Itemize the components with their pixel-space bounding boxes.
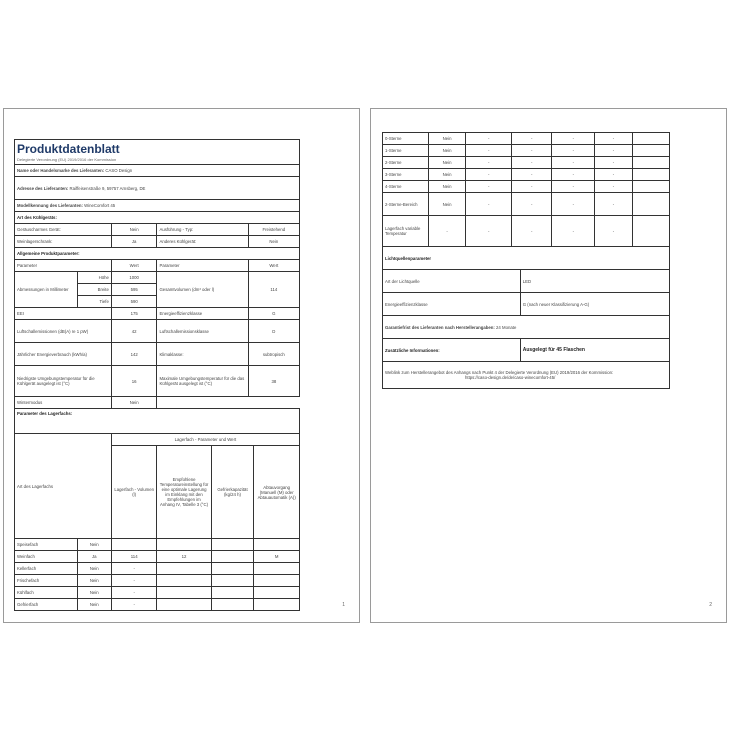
- dims-label: Abmessungen in Millimeter: [15, 272, 78, 308]
- wine-cabinet-value: Ja: [111, 236, 157, 248]
- energy-class-value: G: [248, 308, 299, 320]
- light-source-table: [382, 246, 670, 389]
- compartment-present: Nein: [77, 599, 111, 611]
- page-number: 1: [342, 602, 345, 608]
- climate-label: Klimaklasse:: [157, 343, 248, 366]
- value-col-1: Wert: [111, 260, 157, 272]
- compartment-row: [15, 575, 300, 587]
- star-present: Nein: [428, 181, 465, 193]
- star-present: Nein: [428, 145, 465, 157]
- weblink-label: Weblink zum Herstellerangebot des Anhangs nach Punkt 4 der Delegierte Verordnung (EU) 2019/2016 der Kommission:: [385, 370, 614, 375]
- light-type-value: LED: [520, 270, 669, 293]
- noise-class-label: Luftschallemissionsklasse: [157, 320, 248, 343]
- weblink-url[interactable]: https://caso-design.de/de/caso-winecomfort-45/: [465, 375, 556, 380]
- eei-label: EEI: [15, 308, 112, 320]
- col-freeze: Gefrierkapazität (kg/24 h): [211, 446, 254, 539]
- temperature-row: [15, 366, 300, 397]
- product-datasheet-continued: [382, 132, 670, 389]
- light-class-row: [383, 293, 670, 316]
- document-page-1: [3, 108, 360, 623]
- type-row-2: [15, 236, 300, 248]
- star-row: Lagerfach variable Temperatur - - - - -: [383, 216, 670, 247]
- star-name: 0-Sterne: [383, 133, 429, 145]
- star-name: 2-Sterne: [383, 157, 429, 169]
- product-datasheet: [14, 139, 300, 611]
- compartment-row: [15, 539, 300, 551]
- extra-info-value: Ausgelegt für 45 Flaschen: [520, 339, 669, 362]
- type-row-1: [15, 224, 300, 236]
- value-col-2: Wert: [248, 260, 299, 272]
- col-volume: Lagerfach - Volumen (l): [111, 446, 157, 539]
- compartment-row: [15, 599, 300, 611]
- page-number: 2: [709, 602, 712, 608]
- noise-row: [15, 320, 300, 343]
- compartment-temp: [157, 539, 211, 551]
- total-volume-value: 114: [248, 272, 299, 308]
- title-block: [15, 140, 300, 165]
- page-title: Produktdatenblatt: [17, 142, 120, 156]
- star-row: 0-Sterne Nein - - - -: [383, 133, 670, 145]
- wine-cabinet-label: Weinlagerschrank:: [15, 236, 112, 248]
- compartment-defrost: [254, 539, 300, 551]
- compartment-vol: 114: [111, 551, 157, 563]
- eei-row: [15, 308, 300, 320]
- compartment-row: [15, 551, 300, 563]
- compartment-temp: [157, 563, 211, 575]
- star-compartment-table: [382, 132, 670, 247]
- compartment-temp: 12: [157, 551, 211, 563]
- compartment-defrost: [254, 563, 300, 575]
- design-type-label: Ausführung - Typ:: [157, 224, 248, 236]
- general-params-header: Allgemeine Produktparameter:: [15, 248, 300, 260]
- light-class-label: Energieeffizienzklasse: [383, 293, 521, 316]
- model-label: Modellkennung des Lieferanten:: [17, 203, 83, 208]
- col-temp: Empfohlene Temperatureinstellung für eine optimale Lagerung im Einklang mit den Empfehlungen im Anhang IV, Tabelle 3 (°C): [157, 446, 211, 539]
- quiet-appliance-label: Geräuscharmes Gerät:: [15, 224, 112, 236]
- compartment-present: Nein: [77, 539, 111, 551]
- star-row: 3-Sterne Nein - - - -: [383, 169, 670, 181]
- compartment-name: Kellerfach: [15, 563, 78, 575]
- annual-energy-value: 142: [111, 343, 157, 366]
- supplier-name-value: CASO Design: [105, 168, 133, 173]
- winter-row: [15, 397, 300, 409]
- design-type-value: Freistehend: [248, 224, 299, 236]
- compartment-vol: [111, 539, 157, 551]
- document-page-2: [370, 108, 727, 623]
- climate-value: subtropisch: [248, 343, 299, 366]
- param-col-1: Parameter: [15, 260, 112, 272]
- star-present: Nein: [428, 133, 465, 145]
- other-fridge-value: Nein: [248, 236, 299, 248]
- noise-class-value: D: [248, 320, 299, 343]
- compartment-freeze: [211, 587, 254, 599]
- light-type-label: Art der Lichtquelle: [383, 270, 521, 293]
- star-row: 2-Sterne-Bereich Nein - - - -: [383, 193, 670, 216]
- compartment-present: Nein: [77, 563, 111, 575]
- star-name: 2-Sterne-Bereich: [383, 193, 429, 216]
- dim-row-height: [15, 272, 300, 284]
- energy-class-label: Energieeffizienzklasse: [157, 308, 248, 320]
- star-name: Lagerfach variable Temperatur: [383, 216, 429, 247]
- extra-info-row: [383, 339, 670, 362]
- compartment-temp: [157, 599, 211, 611]
- winter-value: Nein: [111, 397, 157, 409]
- compartment-present: Nein: [77, 575, 111, 587]
- compartment-type-label: Art des Lagerfachs: [15, 434, 112, 539]
- star-name: 3-Sterne: [383, 169, 429, 181]
- star-row: 2-Sterne Nein - - - -: [383, 157, 670, 169]
- max-temp-value: 38: [248, 366, 299, 397]
- noise-value: 42: [111, 320, 157, 343]
- compartment-row: [15, 563, 300, 575]
- supplier-address-label: Adresse des Lieferanten:: [17, 185, 69, 191]
- compartment-table: [14, 433, 300, 611]
- dim-width-label: Breite: [77, 284, 111, 296]
- warranty-value: 24 Monate: [496, 324, 517, 330]
- other-fridge-label: Anderes Kühlgerät:: [157, 236, 248, 248]
- compartment-freeze: [211, 563, 254, 575]
- compartment-name: Frischefach: [15, 575, 78, 587]
- compartment-freeze: [211, 599, 254, 611]
- compartment-vol: -: [111, 575, 157, 587]
- compartment-vol: -: [111, 563, 157, 575]
- model-value: WineComfort 45: [84, 203, 116, 208]
- compartment-params-label: Lagerfach - Parameter und Wert: [111, 434, 299, 446]
- compartment-present: Nein: [77, 587, 111, 599]
- compartment-freeze: [211, 551, 254, 563]
- noise-label: Luftschallemissionen (dB(A) re 1 pW): [15, 320, 112, 343]
- star-row: 4-Sterne Nein - - - -: [383, 181, 670, 193]
- supplier-name-row: [15, 165, 300, 177]
- extra-info-label: Zusätzliche Informationen:: [383, 339, 521, 362]
- star-name: 4-Sterne: [383, 181, 429, 193]
- winter-label: Wintermodus: [15, 397, 112, 409]
- compartment-present: Ja: [77, 551, 111, 563]
- light-class-value: G (nach neuer Klassifizierung A-G): [520, 293, 669, 316]
- supplier-address-value: Raiffeisenstraße 9, 59757 Arnsberg, DE: [69, 185, 146, 191]
- warranty-row: [383, 316, 670, 339]
- compartment-defrost: [254, 599, 300, 611]
- star-present: Nein: [428, 157, 465, 169]
- star-present: Nein: [428, 193, 465, 216]
- min-temp-value: 16: [111, 366, 157, 397]
- dim-height-value: 1000: [111, 272, 157, 284]
- max-temp-label: Maximale Umgebungstemperatur für die das Kühlgerät ausgelegt ist (°C): [157, 366, 248, 397]
- model-row: [15, 200, 300, 212]
- annual-energy-label: Jährlicher Energieverbrauch (kWh/a): [15, 343, 112, 366]
- compartment-name: Gefrierfach: [15, 599, 78, 611]
- star-row: 1-Sterne Nein - - - -: [383, 145, 670, 157]
- supplier-address-row: [15, 177, 300, 200]
- compartment-freeze: [211, 539, 254, 551]
- warranty-label: Garantiefrist des Lieferanten nach Herstellerangaben:: [385, 324, 495, 330]
- weblink-row: [383, 362, 670, 389]
- annual-energy-row: [15, 343, 300, 366]
- total-volume-label: Gesamtvolumen (dm³ oder l): [157, 272, 248, 308]
- dim-depth-value: 590: [111, 296, 157, 308]
- param-header-row: [15, 260, 300, 272]
- compartment-temp: [157, 587, 211, 599]
- quiet-appliance-value: Nein: [111, 224, 157, 236]
- page-subtitle: Delegierte Verordnung (EU) 2019/2016 der Kommission: [17, 157, 117, 162]
- compartment-name: Weinfach: [15, 551, 78, 563]
- dim-height-label: Höhe: [77, 272, 111, 284]
- dim-depth-label: Tiefe: [77, 296, 111, 308]
- star-name: 1-Sterne: [383, 145, 429, 157]
- param-col-2: Parameter: [157, 260, 248, 272]
- col-defrost: Abtauvorgang (Manuell (M) oder Abtauautomatik (A)): [254, 446, 300, 539]
- min-temp-label: Niedrigste Umgebungstemperatur für die Kühlgerät ausgelegt ist (°C): [15, 366, 112, 397]
- fridge-type-header: Art des Kühlgeräts:: [15, 212, 300, 224]
- compartment-vol: -: [111, 587, 157, 599]
- compartment-vol: -: [111, 599, 157, 611]
- light-header: Lichtquellenparameter: [383, 247, 670, 270]
- compartment-name: Speisefach: [15, 539, 78, 551]
- compartment-name: Kühlfach: [15, 587, 78, 599]
- eei-value: 175: [111, 308, 157, 320]
- compartment-temp: [157, 575, 211, 587]
- dim-width-value: 595: [111, 284, 157, 296]
- compartment-defrost: M: [254, 551, 300, 563]
- star-present: Nein: [428, 169, 465, 181]
- supplier-name-label: Name oder Handelsmarke des Lieferanten:: [17, 168, 105, 173]
- compartment-defrost: [254, 587, 300, 599]
- compartment-header: Parameter des Lagerfachs:: [15, 409, 300, 434]
- light-type-row: [383, 270, 670, 293]
- compartment-defrost: [254, 575, 300, 587]
- star-present: -: [428, 216, 465, 247]
- compartment-freeze: [211, 575, 254, 587]
- datasheet-table: [14, 139, 300, 434]
- compartment-row: [15, 587, 300, 599]
